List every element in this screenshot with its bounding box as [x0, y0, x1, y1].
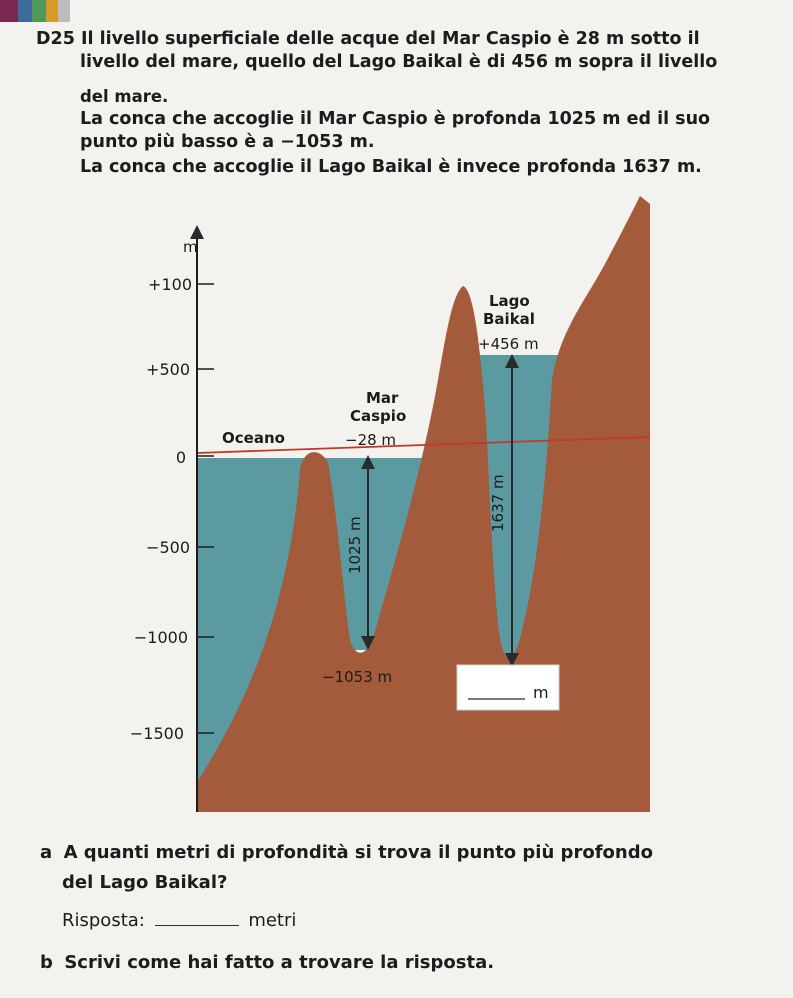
question-a-line-2: [62, 872, 227, 893]
baikal-depth-label: 1637 m: [489, 474, 507, 532]
tick-label: +100: [148, 275, 192, 294]
problem-line-4: La conca che accoglie il Mar Caspio è profonda 1025 m ed il suo: [80, 109, 711, 129]
tick-label: −1000: [133, 628, 188, 647]
tick-label: +500: [146, 360, 190, 379]
caspian-label-2: Caspio: [350, 407, 407, 425]
problem-line-3: del mare.: [80, 87, 169, 106]
caspian-label-1: Mar: [366, 389, 399, 407]
answer-unit: metri: [248, 910, 297, 931]
tick-label: −500: [146, 538, 190, 557]
caspian-level-label: −28 m: [345, 431, 397, 449]
answer-input[interactable]: [155, 911, 239, 926]
baikal-label-1: Lago: [489, 292, 530, 310]
question-a-letter: a: [40, 842, 53, 863]
question-a-text-1: A quanti metri di profondità si trova il punto più profondo: [63, 842, 653, 863]
tick-label: 0: [175, 448, 186, 467]
question-b: [40, 952, 494, 973]
baikal-level-label: +456 m: [478, 335, 539, 353]
axis-unit: m: [183, 238, 198, 256]
problem-line-5: punto più basso è a −1053 m.: [80, 132, 375, 152]
answer-row: [62, 910, 296, 931]
question-a-line-1: [40, 842, 653, 863]
problem-code: D25: [36, 29, 75, 49]
answer-unit-label: m: [533, 683, 549, 702]
caspian-bottom-label: −1053 m: [322, 668, 393, 686]
problem-line-1: Il livello superficiale delle acque del Mar Caspio è 28 m sotto il: [80, 29, 700, 49]
problem-line-2: livello del mare, quello del Lago Baikal è di 456 m sopra il livello: [80, 52, 718, 72]
question-b-text: Scrivi come hai fatto a trovare la risposta.: [64, 952, 495, 973]
baikal-label-2: Baikal: [483, 310, 535, 328]
caspian-depth-label: 1025 m: [346, 516, 364, 574]
question-b-letter: b: [40, 952, 53, 973]
tick-label: −1500: [129, 724, 184, 743]
question-a-text-2: del Lago Baikal?: [62, 872, 228, 893]
problem-line-6: La conca che accoglie il Lago Baikal è invece profonda 1637 m.: [80, 157, 702, 177]
ocean-label: Oceano: [222, 429, 285, 447]
answer-label: Risposta:: [62, 910, 145, 931]
